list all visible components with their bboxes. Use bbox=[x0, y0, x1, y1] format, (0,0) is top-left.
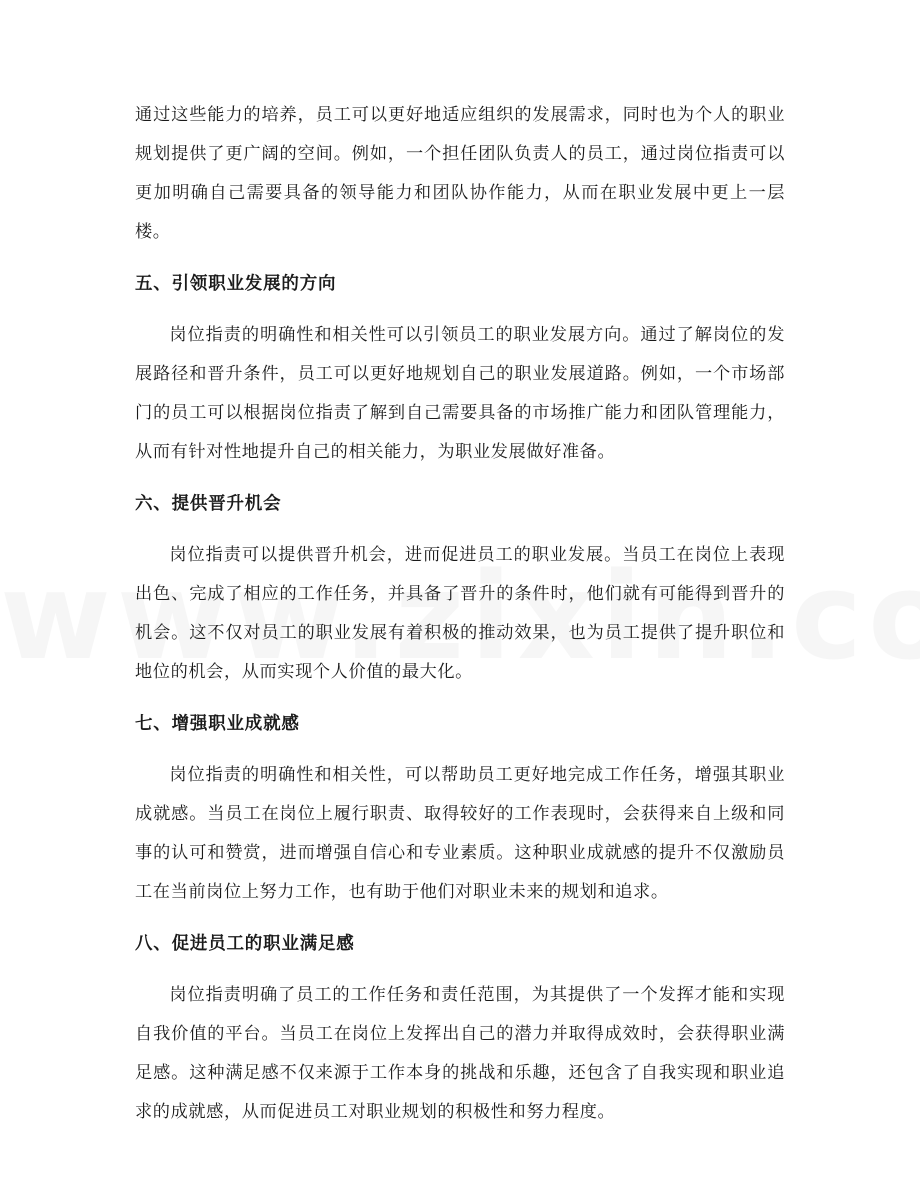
section-7-heading: 七、增强职业成就感 bbox=[135, 714, 300, 734]
section-8-body: 岗位指责明确了员工的工作任务和责任范围，为其提供了一个发挥才能和实现自我价值的平台。当员工在岗位上发挥出自己的潜力并取得成效时，会获得职业满足感。这种满足感不仅来源于工作本身的挑战和乐趣，还包含了自我实现和职业追求的成就感，从而促进员工对职业规划的积极性和努力程度。 bbox=[135, 985, 785, 1122]
section-8-heading: 八、促进员工的职业满足感 bbox=[135, 934, 355, 954]
section-6-heading: 六、提供晋升机会 bbox=[135, 494, 282, 514]
section-5-heading: 五、引领职业发展的方向 bbox=[135, 274, 337, 294]
section-7-body: 岗位指责的明确性和相关性，可以帮助员工更好地完成工作任务，增强其职业成就感。当员工在岗位上履行职责、取得较好的工作表现时，会获得来自上级和同事的认可和赞赏，进而增强自信心和专业素质。这种职业成就感的提升不仅激励员工在当前岗位上努力工作，也有助于他们对职业未来的规划和追求。 bbox=[135, 765, 785, 902]
section-6-body: 岗位指责可以提供晋升机会，进而促进员工的职业发展。当员工在岗位上表现出色、完成了相应的工作任务，并具备了晋升的条件时，他们就有可能得到晋升的机会。这不仅对员工的职业发展有着积极的推动效果，也为员工提供了提升职位和地位的机会，从而实现个人价值的最大化。 bbox=[135, 545, 785, 682]
document-page bbox=[135, 96, 785, 1132]
section-5-body: 岗位指责的明确性和相关性可以引领员工的职业发展方向。通过了解岗位的发展路径和晋升条件，员工可以更好地规划自己的职业发展道路。例如，一个市场部门的员工可以根据岗位指责了解到自己需要具备的市场推广能力和团队管理能力，从而有针对性地提升自己的相关能力，为职业发展做好准备。 bbox=[135, 325, 785, 462]
intro-paragraph: 通过这些能力的培养，员工可以更好地适应组织的发展需求，同时也为个人的职业规划提供了更广阔的空间。例如，一个担任团队负责人的员工，通过岗位指责可以更加明确自己需要具备的领导能力和团队协作能力，从而在职业发展中更上一层楼。 bbox=[135, 105, 785, 242]
